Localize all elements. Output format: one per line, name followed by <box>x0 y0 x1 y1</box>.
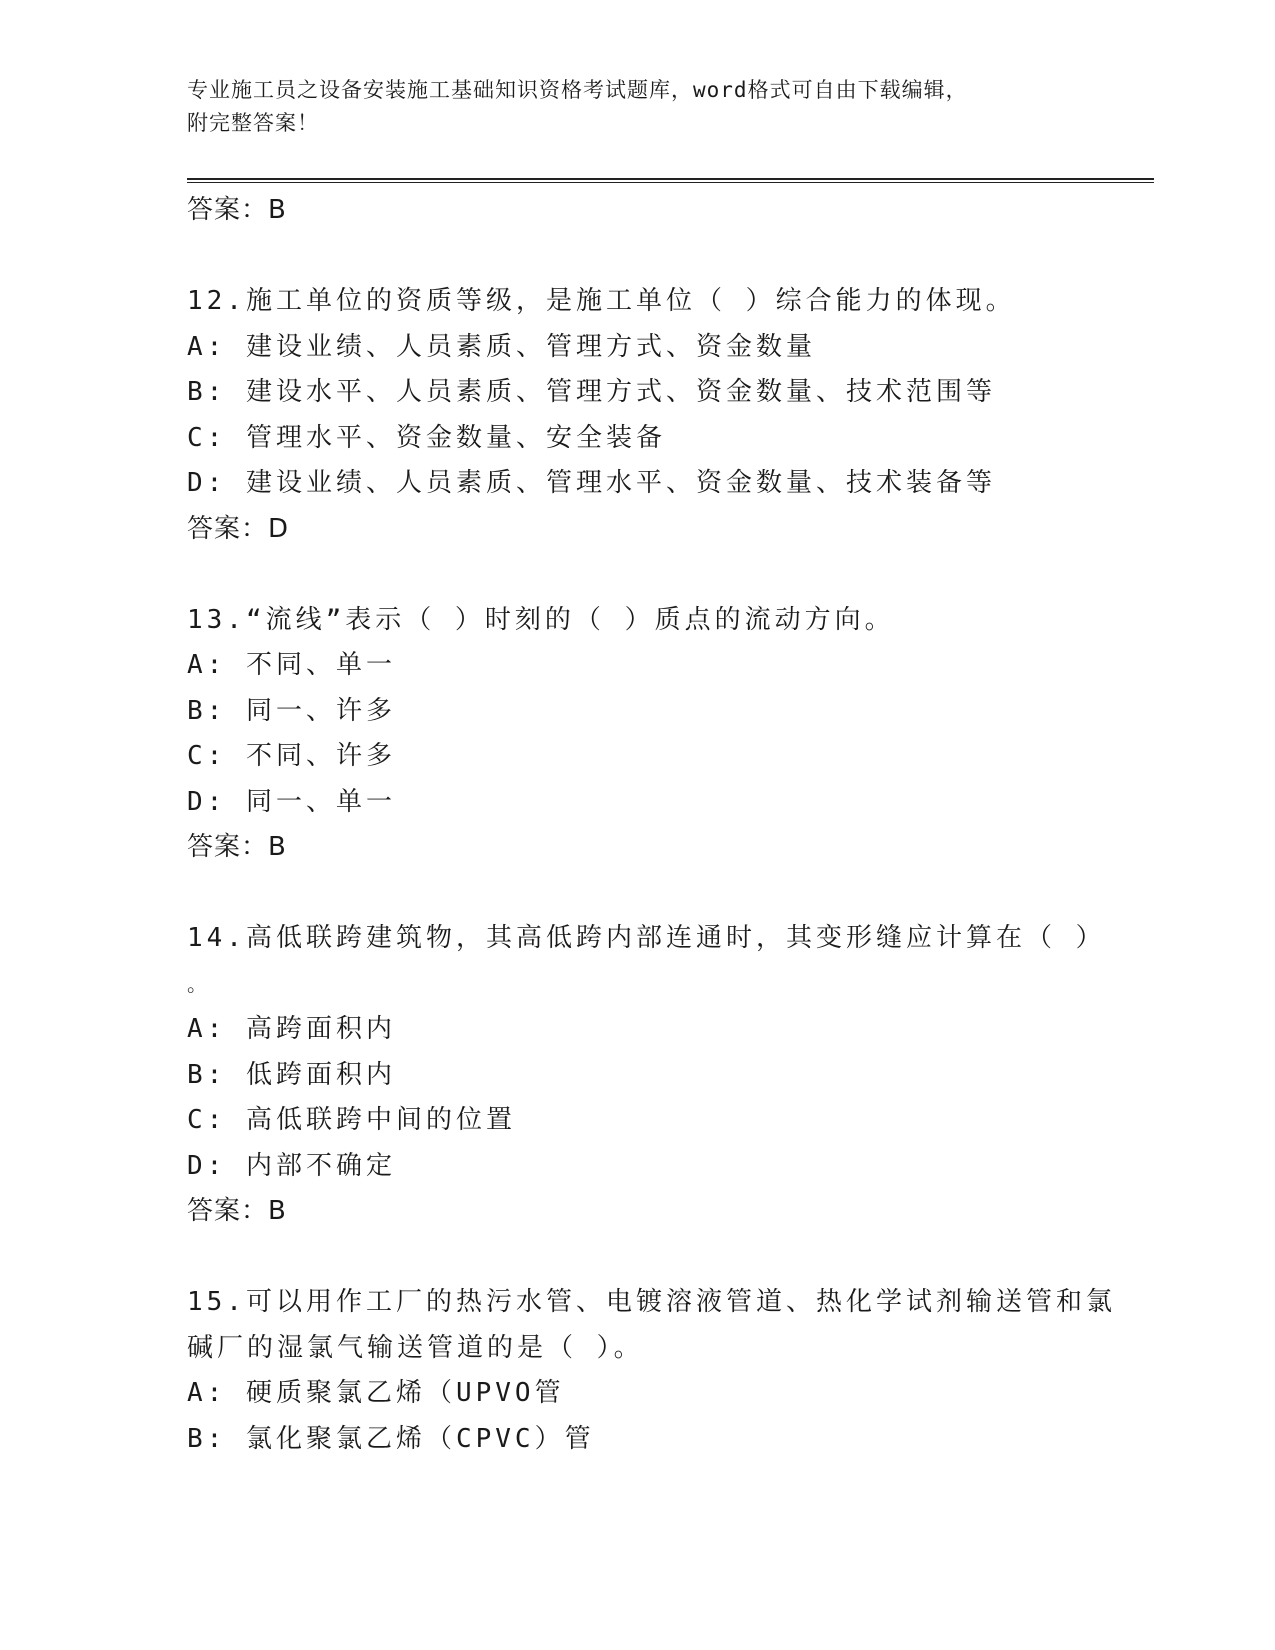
document-header <box>187 74 1067 140</box>
spacer <box>187 871 1117 917</box>
option-b: B: 同一、许多 <box>187 695 396 726</box>
question-stem: 13.“流线”表示（ ）时刻的（ ）质点的流动方向。 <box>187 604 895 635</box>
option-c: C: 管理水平、资金数量、安全装备 <box>187 422 666 453</box>
spacer <box>187 1235 1117 1281</box>
spacer <box>187 234 1117 280</box>
option-a: A: 硬质聚氯乙烯（UPVO管 <box>187 1378 565 1408</box>
option-d: D: 建设业绩、人员素质、管理水平、资金数量、技术装备等 <box>187 468 996 498</box>
answer-line: 答案：B <box>187 195 287 225</box>
spacer <box>187 552 1117 598</box>
option-d: D: 同一、单一 <box>187 786 396 817</box>
header-line-2: 附完整答案！ <box>187 111 319 135</box>
header-line-1: 专业施工员之设备安装施工基础知识资格考试题库，word格式可自由下载编辑， <box>187 78 968 102</box>
option-a: A: 高跨面积内 <box>187 1014 396 1044</box>
question-stem: 12.施工单位的资质等级，是施工单位（ ）综合能力的体现。 <box>187 286 1016 316</box>
answer-line: 答案：B <box>187 832 287 862</box>
question-stem-continuation: 碱厂的湿氯气输送管道的是（ ）。 <box>187 1332 644 1363</box>
option-b: B: 低跨面积内 <box>187 1059 396 1090</box>
question-stem: 14.高低联跨建筑物，其高低跨内部连通时，其变形缝应计算在（ ） <box>187 923 1106 953</box>
question-stem: 15.可以用作工厂的热污水管、电镀溶液管道、热化学试剂输送管和氯 <box>187 1287 1116 1317</box>
option-a: A: 不同、单一 <box>187 650 396 680</box>
question-14 <box>187 916 1117 1235</box>
question-15 <box>187 1280 1117 1462</box>
question-12 <box>187 279 1117 552</box>
question-stem-continuation: 。 <box>187 971 211 996</box>
option-c: C: 高低联跨中间的位置 <box>187 1105 516 1135</box>
option-b: B: 氯化聚氯乙烯（CPVC）管 <box>187 1423 595 1454</box>
answer-line: 答案：B <box>187 1196 287 1226</box>
option-c: C: 不同、许多 <box>187 741 396 771</box>
question-13 <box>187 598 1117 871</box>
header-divider <box>187 178 1154 183</box>
question-list <box>187 188 1117 1462</box>
option-b: B: 建设水平、人员素质、管理方式、资金数量、技术范围等 <box>187 377 996 407</box>
option-a: A: 建设业绩、人员素质、管理方式、资金数量 <box>187 331 816 362</box>
option-d: D: 内部不确定 <box>187 1150 396 1181</box>
answer-line: 答案：D <box>187 513 290 544</box>
